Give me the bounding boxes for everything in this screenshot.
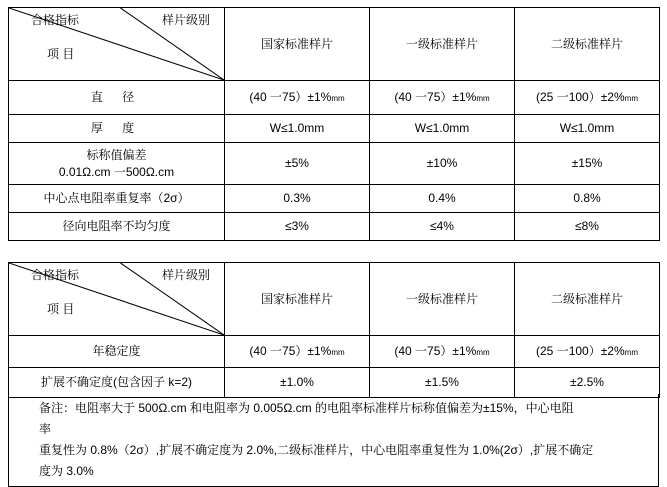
row-label-radial-nonuniformity: 径向电阻率不均匀度	[9, 213, 225, 241]
cell-value: W≤1.0mm	[370, 115, 515, 143]
table-row	[9, 143, 660, 185]
column-header: 二级标准样片	[515, 263, 660, 336]
row-label-nominal-deviation	[9, 143, 225, 185]
cell-value: ±2.5%	[515, 368, 660, 398]
note-line: 备注：电阻率大于 500Ω.cm 和电阻率为 0.005Ω.cm 的电阻率标准样片标称值偏差为±15%，中心电阻	[39, 401, 574, 415]
row-label-thickness: 厚 度	[9, 115, 225, 143]
spec-table-stability	[8, 262, 660, 398]
cell-value: W≤1.0mm	[225, 115, 370, 143]
table-header-row	[9, 263, 660, 336]
cell-value: (40 一75）±1%mm	[370, 81, 515, 115]
cell-value: 0.3%	[225, 185, 370, 213]
cell-value: ±15%	[515, 143, 660, 185]
column-header: 二级标准样片	[515, 8, 660, 81]
table-note	[8, 394, 659, 487]
table-row	[9, 368, 660, 398]
cell-value: (40 一75）±1%mm	[370, 336, 515, 368]
cell-value: ≤8%	[515, 213, 660, 241]
corner-label-grade: 样片级别	[161, 13, 210, 27]
cell-value: (25 一100）±2%mm	[515, 336, 660, 368]
cell-value: (25 一100）±2%mm	[515, 81, 660, 115]
table-row	[9, 115, 660, 143]
cell-value: ±10%	[370, 143, 515, 185]
cell-value: 0.8%	[515, 185, 660, 213]
spec-table-physical	[8, 7, 660, 241]
corner-label-grade: 样片级别	[161, 268, 210, 282]
table-row	[9, 185, 660, 213]
cell-value: ±1.5%	[370, 368, 515, 398]
cell-value: ±5%	[225, 143, 370, 185]
row-label-expanded-uncertainty: 扩展不确定度(包含因子 k=2)	[9, 368, 225, 398]
row-label-line1: 标称值偏差	[86, 148, 147, 163]
column-header: 国家标准样片	[225, 263, 370, 336]
cell-value: ±1.0%	[225, 368, 370, 398]
corner-header-cell	[9, 263, 225, 336]
table-header-row	[9, 8, 660, 81]
table-row	[9, 213, 660, 241]
note-line: 率	[39, 422, 52, 436]
table-row	[9, 336, 660, 368]
cell-value: ≤4%	[370, 213, 515, 241]
column-header: 一级标准样片	[370, 263, 515, 336]
row-label-diameter: 直 径	[9, 81, 225, 115]
corner-label-item: 项 目	[47, 301, 75, 316]
cell-value: (40 一75）±1%mm	[225, 81, 370, 115]
note-line: 度为 3.0%	[39, 464, 94, 478]
cell-value: (40 一75）±1%mm	[225, 336, 370, 368]
corner-label-index: 合格指标	[31, 268, 80, 282]
row-label-line2: 0.01Ω.cm 一500Ω.cm	[58, 164, 175, 179]
row-label-annual-stability: 年稳定度	[9, 336, 225, 368]
table-row	[9, 81, 660, 115]
cell-value: 0.4%	[370, 185, 515, 213]
column-header: 一级标准样片	[370, 8, 515, 81]
corner-label-item: 项 目	[47, 46, 75, 61]
corner-label-index: 合格指标	[31, 13, 80, 27]
note-line: 重复性为 0.8%（2σ）,扩展不确定度为 2.0%,二级标准样片，中心电阻率重复性为 1.0%(2σ）,扩展不确定	[39, 443, 594, 457]
row-label-center-repeatability: 中心点电阻率重复率（2σ）	[9, 185, 225, 213]
cell-value: W≤1.0mm	[515, 115, 660, 143]
corner-header-cell	[9, 8, 225, 81]
column-header: 国家标准样片	[225, 8, 370, 81]
cell-value: ≤3%	[225, 213, 370, 241]
